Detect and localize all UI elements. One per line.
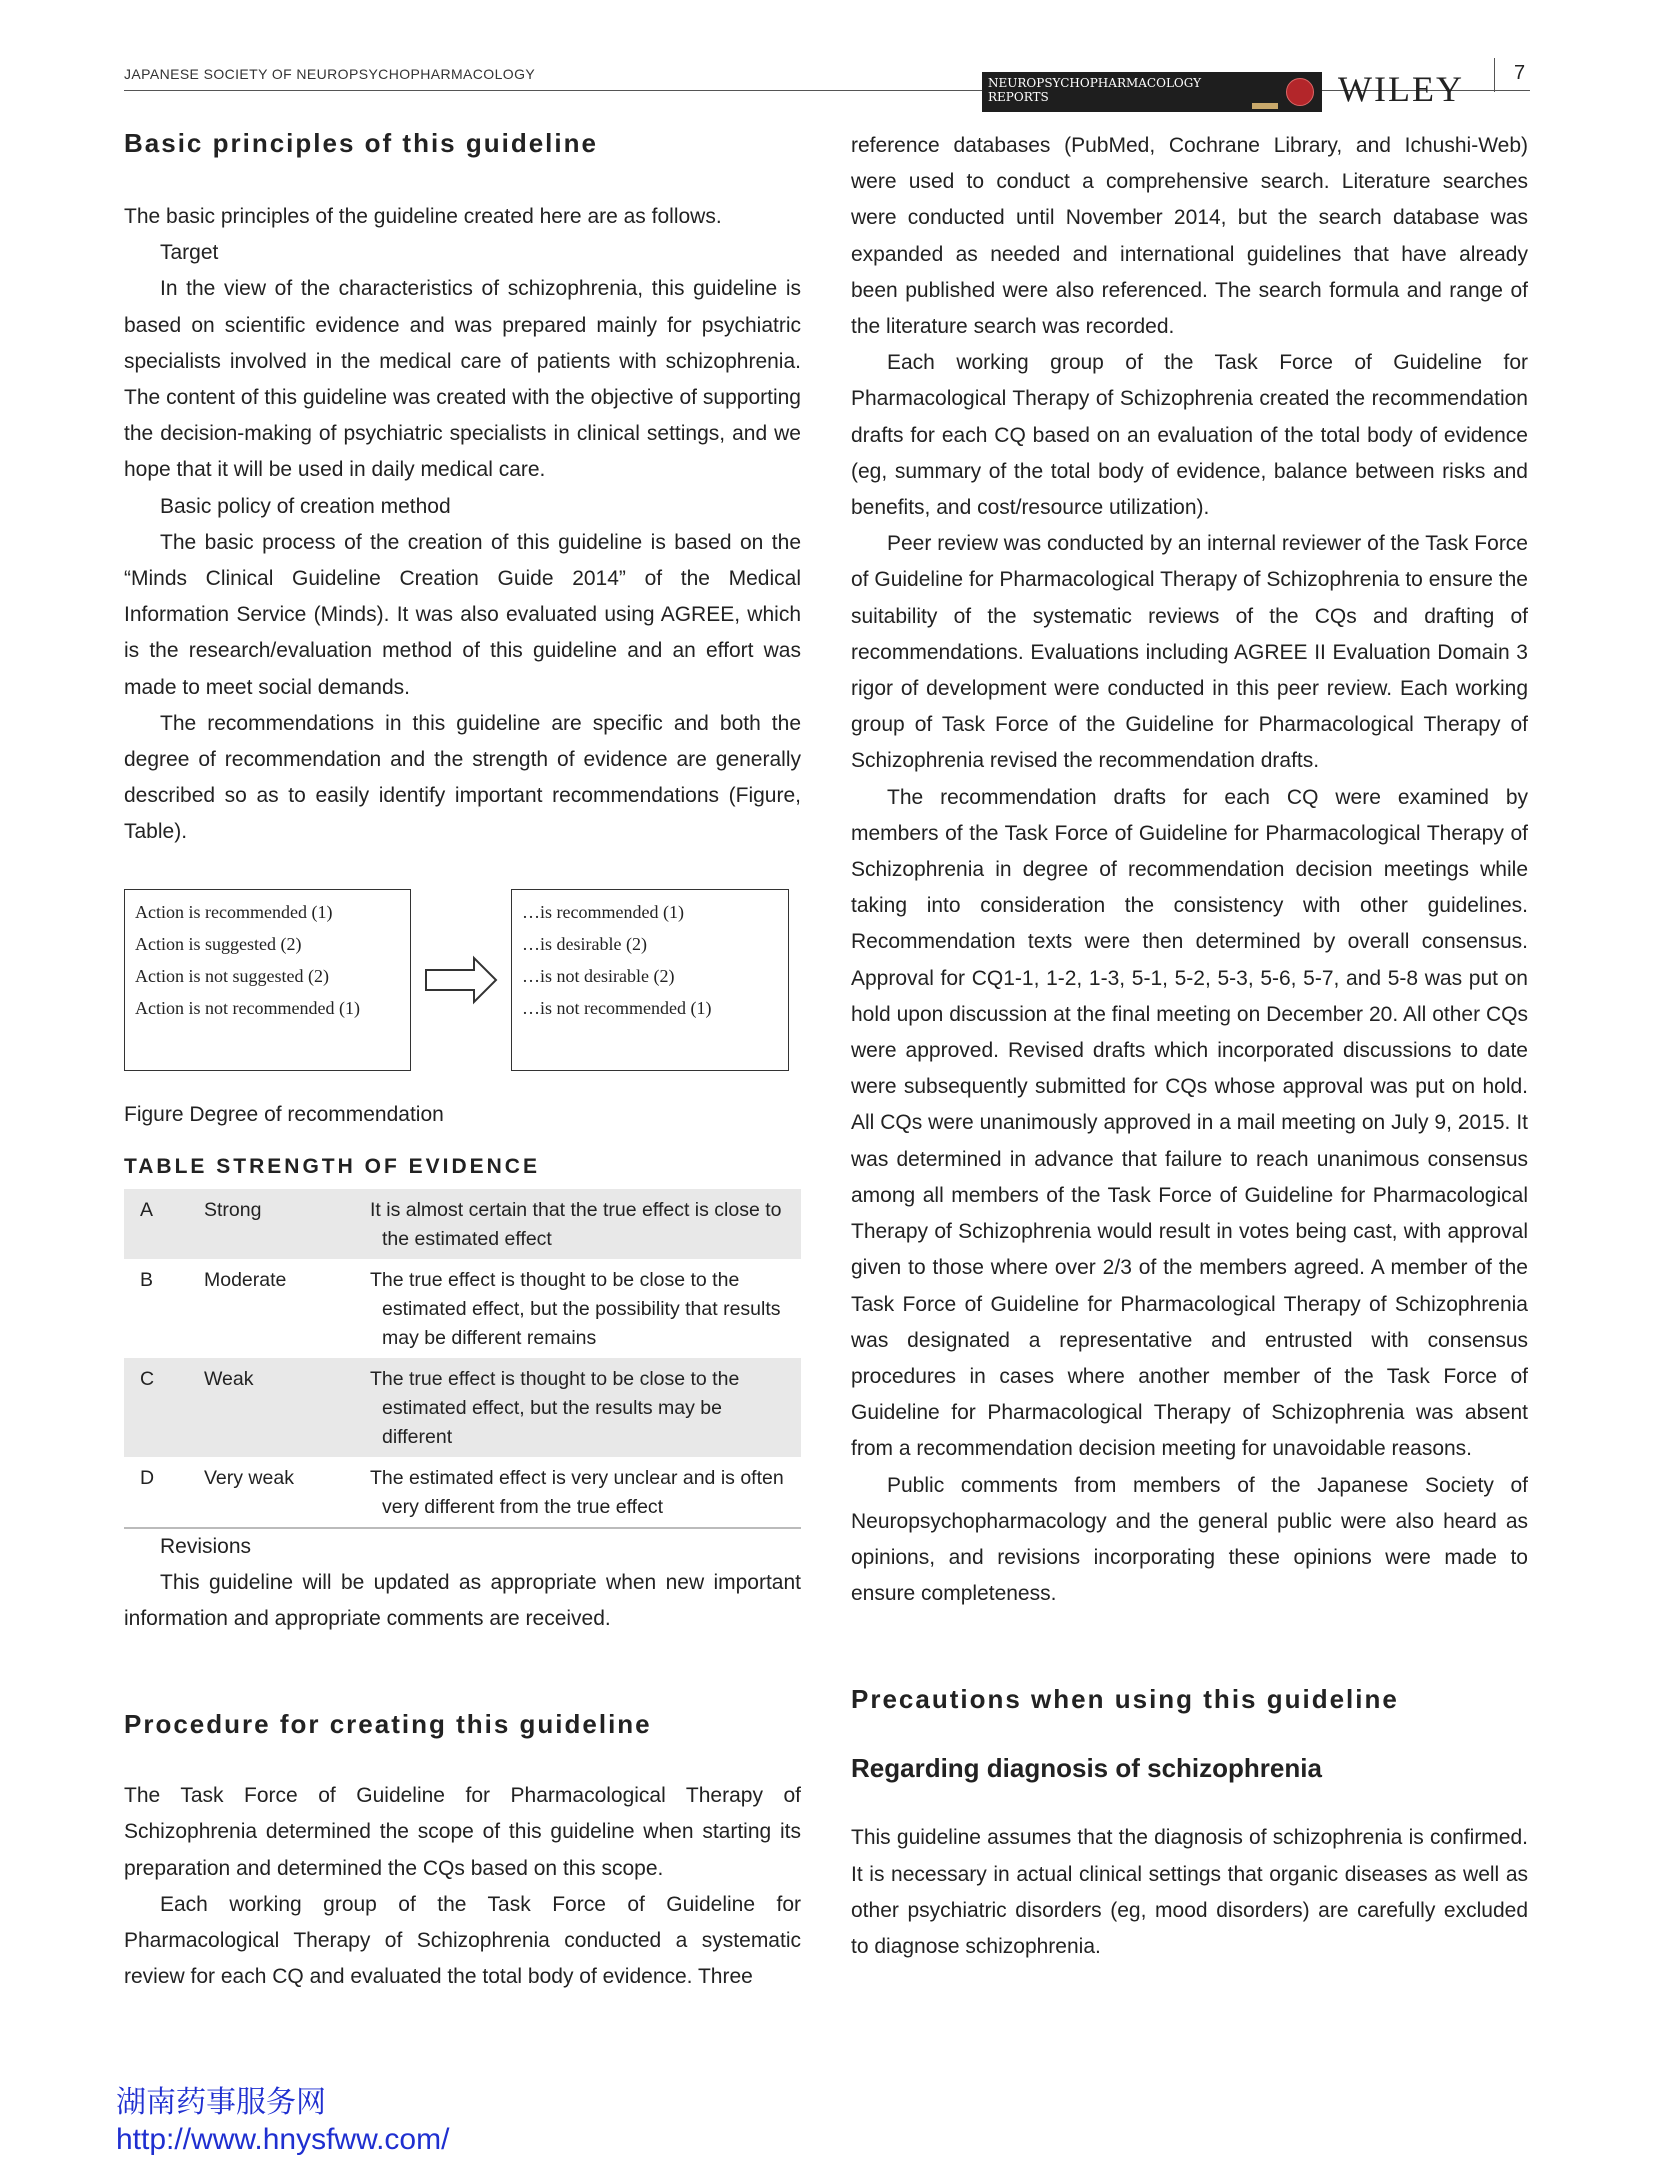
figure-left-item: Action is suggested (2)	[135, 933, 302, 954]
journal-seal-icon	[1286, 78, 1314, 106]
table-cell-label: Strong	[200, 1189, 366, 1259]
peer-review-paragraph: Peer review was conducted by an internal reviewer of the Task Force of Guideline for Pharmacological Therapy of Schizophrenia to ensure the suitability of the systematic reviews of the CQs and drafting of recommendations. Evaluations including AGREE II Evaluation Domain 3 rigor of development were conducted in this peer review. Each working group of Task Force of the Guideline for Pharmacological Therapy of Schizophrenia revised the recommendation drafts.	[851, 532, 1528, 773]
page-number: 7	[1514, 62, 1526, 84]
heading-procedure: Procedure for creating this guideline	[124, 1709, 652, 1740]
target-paragraph: In the view of the characteristics of schizophrenia, this guideline is based on scientific evidence and was prepared mainly for psychiatric specialists involved in the medical care of patients with schizophrenia. The content of this guideline was created with the objective of supporting the decision-making of psychiatric specialists in clinical settings, and we hope that it will be used in daily medical care.	[124, 277, 801, 482]
procedure-paragraph-2: Each working group of the Task Force of Guideline for Pharmacological Therapy of Schizophrenia conducted a systematic review for each CQ and evaluated the total body of evidence. Three	[124, 1892, 801, 1989]
table-cell-label: Moderate	[204, 1268, 287, 1291]
public-comments-paragraph: Public comments from members of the Japanese Society of Neuropsychopharmacology and the general public were also heard as opinions, and revisions incorporating these opinions were made to ensure completeness.	[851, 1473, 1528, 1606]
heading-basic-principles: Basic principles of this guideline	[124, 128, 598, 158]
diagnosis-paragraph: This guideline assumes that the diagnosis of schizophrenia is confirmed. It is necessary in actual clinical settings that organic diseases as well as other psychiatric disorders (eg, mood disorders) are carefully excluded to diagnose schizophrenia.	[851, 1826, 1528, 1958]
drafts-paragraph: Each working group of the Task Force of Guideline for Pharmacological Therapy of Schizophrenia created the recommendation drafts for each CQ based on an evaluation of the total body of evidence (eg, summary of the total body of evidence, balance between risks and benefits, and cost/resource utilization).	[851, 351, 1528, 520]
journal-name-line2: REPORTS	[988, 90, 1049, 104]
watermark-url[interactable]: http://www.hnysfww.com/	[116, 2123, 450, 2156]
table-row	[124, 1189, 801, 1259]
table-title: TABLE STRENGTH OF EVIDENCE	[124, 1154, 540, 1178]
table-cell-grade: D	[140, 1466, 155, 1489]
approval-paragraph: The recommendation drafts for each CQ were examined by members of the Task Force of Guideline for Pharmacological Therapy of Schizophrenia in degree of recommendation decision meetings while taking into consideration the consistency with other guidelines. Recommendation texts were then determined by overall consensus. Approval for CQ1-1, 1-2, 1-3, 5-1, 5-2, 5-3, 5-6, 5-7, and 5-8 was put on hold upon discussion at the final meeting on December 20. All other CQs were approved. Revised drafts which incorporated discussions to date were subsequently submitted for CQs whose approval was put on hold. All CQs were unanimously approved in a mail meeting on July 9, 2015. It was determined in advance that failure to reach unanimous consensus among all members of the Task Force of Guideline for Pharmacological Therapy of Schizophrenia would result in votes being cast, with approval given to those where over 2/3 of the members agreed. A member of the Task Force of Guideline for Pharmacological Therapy of Schizophrenia was designated a representative and entrusted with consensus procedures in cases where another member of the Task Force of Guideline for Pharmacological Therapy of Schizophrenia was absent from a recommendation decision meeting for unavoidable reasons.	[851, 785, 1528, 1461]
figure-right-item: …is recommended (1)	[522, 901, 684, 922]
revisions-label: Revisions	[160, 1534, 252, 1558]
left-column	[124, 128, 801, 1995]
table-cell-grade: A	[124, 1189, 200, 1259]
figure-caption: Figure Degree of recommendation	[124, 1102, 444, 1126]
journal-name-line1: NEUROPSYCHOPHARMACOLOGY	[988, 76, 1202, 90]
search-paragraph: reference databases (PubMed, Cochrane Library, and Ichushi-Web) were used to conduct a comprehensive search. Literature searches were conducted until November 2014, but the search database was expanded as needed and international guidelines that have already been published were also referenced. The search formula and range of the literature search was recorded.	[851, 134, 1528, 339]
figure-left-box	[124, 889, 411, 1071]
publisher-logo: WILEY	[1338, 69, 1464, 109]
target-label: Target	[160, 241, 219, 265]
table-row	[124, 1358, 801, 1457]
figure-right-item: …is not desirable (2)	[522, 965, 675, 986]
subheading-diagnosis: Regarding diagnosis of schizophrenia	[851, 1753, 1322, 1784]
figure-left-item: Action is not recommended (1)	[135, 997, 360, 1018]
right-arrow-icon	[424, 955, 500, 1005]
table-cell-desc: The true effect is thought to be close to the estimated effect, but the possibility that results may be different remains	[370, 1268, 781, 1349]
table-cell-grade: B	[140, 1268, 154, 1291]
watermark	[116, 2077, 449, 2157]
table-row	[124, 1259, 801, 1358]
journal-badge-mark	[1252, 103, 1278, 109]
figure-right-box	[511, 889, 789, 1071]
running-header-society: JAPANESE SOCIETY OF NEUROPSYCHOPHARMACOLOGY	[124, 66, 536, 82]
journal-logo	[982, 72, 1322, 112]
watermark-site-name: 湖南药事服务网	[116, 2085, 326, 2120]
table-cell-grade: C	[124, 1358, 200, 1457]
evidence-table	[124, 1189, 801, 1527]
recommendation-figure	[124, 889, 801, 1099]
policy-label: Basic policy of creation method	[160, 494, 451, 518]
page-number-divider	[1494, 58, 1495, 92]
table-cell-desc: It is almost certain that the true effect is close to the estimated effect	[370, 1198, 782, 1250]
table-row	[124, 1457, 801, 1527]
recommendations-paragraph: The recommendations in this guideline are specific and both the degree of recommendation and the strength of evidence are generally described so as to easily identify important recommendations (Figure, Table).	[124, 711, 801, 844]
table-cell-desc: The estimated effect is very unclear and is often very different from the true effect	[370, 1466, 784, 1518]
policy-paragraph: The basic process of the creation of this guideline is based on the “Minds Clinical Guideline Creation Guide 2014” of the Medical Information Service (Minds). It was also evaluated using AGREE, which is the research/evaluation method of this guideline and an effort was made to meet social demands.	[124, 530, 801, 699]
figure-right-item: …is desirable (2)	[522, 933, 647, 954]
procedure-paragraph-1: The Task Force of Guideline for Pharmacological Therapy of Schizophrenia determined the scope of this guideline when starting its preparation and determined the CQs based on this scope.	[124, 1784, 801, 1880]
heading-precautions: Precautions when using this guideline	[851, 1684, 1399, 1715]
figure-right-item: …is not recommended (1)	[522, 997, 712, 1018]
right-column	[851, 128, 1528, 1965]
figure-left-item: Action is not suggested (2)	[135, 965, 329, 986]
table-cell-desc: The true effect is thought to be close to the estimated effect, but the results may be different	[370, 1367, 740, 1448]
table-cell-label: Weak	[200, 1358, 366, 1457]
basic-intro: The basic principles of the guideline created here are as follows.	[124, 205, 722, 228]
revisions-paragraph: This guideline will be updated as appropriate when new important information and appropriate comments are received.	[124, 1570, 801, 1631]
table-cell-label: Very weak	[204, 1466, 294, 1489]
figure-left-item: Action is recommended (1)	[135, 901, 333, 922]
